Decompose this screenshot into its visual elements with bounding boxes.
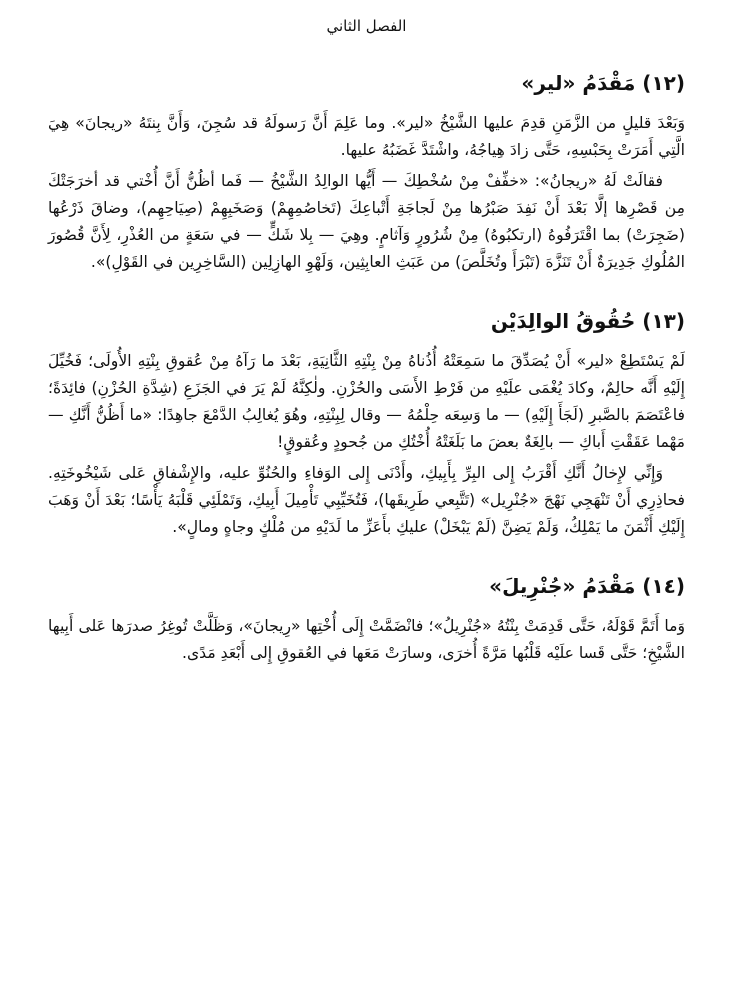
paragraph: وَإِنِّي لإِخالُ أَنَّكِ أَقْرَبُ إِلى البِرِّ بِأَبِيكِ، وأَدْنَى إِلى الوَفاءِ والحُنُوِّ عليه، والإِشْفاقِ عَلى شَيْخُوخَتِهِ. فحاذِرِي أَنْ تَنْهَجِي نَهْجَ «جُنْرِيل» (تَتَّبِعي طَرِيقَها)، فَتُخَيِّبِي تَأْمِيلَ أَبِيكِ، وَتَمْلَئِي قَلْبَهُ يَأْسًا؛ بَعْدَ أَنْ وَهَبَ إِلَيْكِ أَثْمَنَ ما يَمْلِكُ، وَلَمْ يَضِنَّ (لَمْ يَبْخَلْ) عليكِ بأَعَزِّ ما لَدَيْهِ من مُلْكٍ وجاهٍ ومالٍ». bbox=[48, 464, 685, 536]
running-header-chapter: الفصل الثاني bbox=[326, 17, 407, 35]
section-14 bbox=[48, 571, 685, 667]
paragraph: وَبَعْدَ قليلٍ من الزَّمَنِ قدِمَ عليها الشَّيْخُ «لير». وما عَلِمَ أَنَّ رَسولَهُ قد سُجِنَ، وَأَنَّ بِنتَهُ «ريجانَ» هِيَ الَّتِي أَمَرَتْ بِحَبْسِهِ، حَتَّى زادَ هِياجُهُ، واشْتَدَّ غَضَبُهُ عليها. bbox=[48, 114, 685, 159]
section-title: (١٣) حُقُوقُ الوالِدَيْن bbox=[490, 309, 685, 333]
section-13 bbox=[48, 306, 685, 541]
section-12 bbox=[48, 68, 685, 276]
paragraph: فقالَتْ لَهُ «ريجانُ»: «خفِّفْ مِنْ سُخْطِكَ — أَيُّها الوالِدُ الشَّيْخُ — فَما أظُنُّ أَنَّ أُخْتي قد أخرَجَتْكَ مِن قَصْرِها إلَّا بَعْدَ أَنْ نَفِدَ صَبْرُها مِنْ لَجاجَةِ أَتْباعِكَ (تَخاصُمِهِمْ) وَصَخَبِهِمْ (صِيَاحِهِم)، وضاقَ ذَرْعُها (ضَجِرَتْ) بما اقْتَرَفُوهُ (ارتكبُوهُ) مِنْ شُرُورٍ وَآثامٍ. وهِيَ — بِلا شَكٍّ — في سَعَةٍ من العُذْرِ، لِأَنَّ قُصُورَ المُلُوكِ جَدِيرَةٌ أَنْ تَنَزَّهَ (تَبْرَأَ وتُخَلَّصَ) من عَبَثِ العابِثِين، وَلَهْوِ الهازِلِين (السَّاخِرِين في القَوْلِ)». bbox=[48, 172, 685, 271]
paragraph: وَما أَتَمَّ قَوْلَهُ، حَتَّى قَدِمَتْ بِنْتُهُ «جُنْرِيلُ»؛ فانْضَمَّتْ إِلَى أُخْتِها «رِيجانَ»، وَظَلَّتْ تُوغِرُ صدرَها عَلى أَبِيها الشَّيْخِ؛ حَتَّى قَسا علَيْه قَلْبُها مَرَّةً أُخرَى، وسارَتْ مَعَها في العُقوقِ إِلى أَبْعَدِ مَدًى. bbox=[48, 617, 685, 662]
section-title: (١٤) مَقْدَمُ «جُنْرِيلَ» bbox=[489, 574, 685, 598]
paragraph: لَمْ يَسْتَطِعْ «لير» أَنْ يُصَدِّقَ ما سَمِعَتْهُ أُذُناهُ مِنْ بِنْتِهِ الثَّانِيَةِ، بَعْدَ ما رَآهُ مِنْ عُقوقِ بِنْتِهِ الأُولَى؛ فَخُيِّلَ إِلَيْهِ أَنَّه حالِمٌ، وكادَ يُغْمَى علَيْهِ من فَرْطِ الأَسَى والحُزْنِ. ولٰكِنَّهُ لَمْ يَرَ في الجَزَعِ (شِدَّةِ الحُزْنِ) فائِدَةً؛ فاعْتَصَمَ بالصَّبرِ (لَجَأَ إِلَيْهِ) — ما وَسِعَه حِلْمُهُ — وقال لِبِنْتِهِ، وهُوَ يُغالِبُ الدَّمْعَ جاهِدًا: «ما أَظُنُّ أَنَّكِ — مَهْما عَقَقْتِ أَباكِ — بالِغَةٌ بعضَ ما بَلَغَتْهُ أُخْتُكِ من جُحودٍ وعُقوقٍ! bbox=[48, 352, 685, 451]
section-title: (١٢) مَقْدَمُ «لير» bbox=[521, 71, 685, 95]
